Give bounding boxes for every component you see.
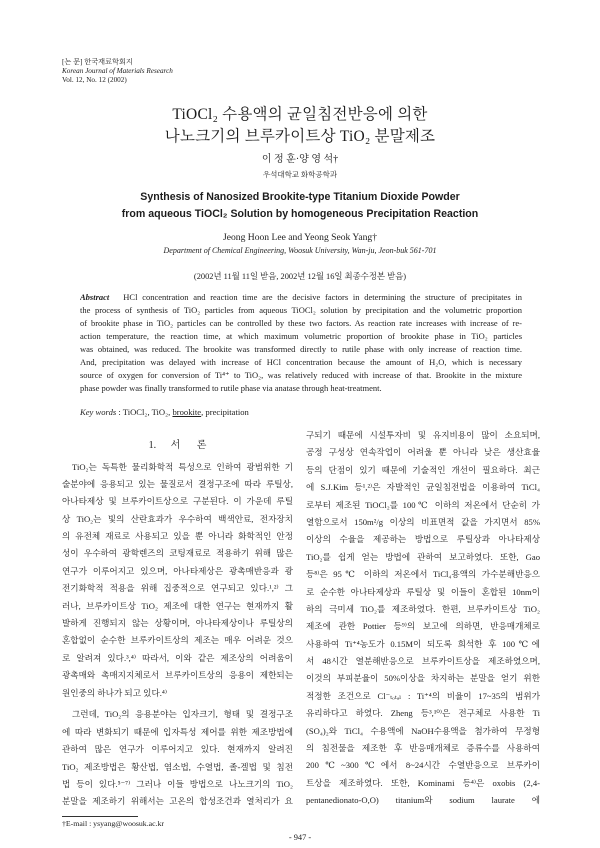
body-line: 공정 구성상 연속작업이 어려울 뿐 아니라 낮은 생산효율 (306, 447, 540, 458)
keywords-colon: : (118, 407, 121, 417)
body-line: 열함으로서 150m²/g 이상의 비표면적 값을 가지면서 85% (306, 516, 540, 527)
abstract-line: action temperature, the reaction time, at which maximum volumetric proportion of brookite phase in TiO₂ particles (80, 331, 522, 341)
section-number: 1. (148, 440, 157, 451)
keyword: TiO₂ (151, 407, 169, 417)
keyword-separator: , (168, 407, 171, 417)
body-line: 전기화학적 적용을 위해 집중적으로 연구되고 있다.¹,²⁾ 그 (62, 583, 293, 594)
body-line: 200℃~300℃에서 8~24시간 수열반응으로 브루카이 (306, 760, 540, 771)
body-line: 로부터 제조된 TiOCl₂를 100℃ 이하의 저온에서 단순히 가 (306, 499, 540, 510)
body-line: 성이 우수하여 광학렌즈의 코팅재료로 적용하기 위해 많은 (62, 548, 293, 559)
title-korean-line: TiOCl₂ 수용액의 균일침전반응에 의한 (172, 106, 428, 123)
body-line: TiO₂는 독특한 물리화학적 특성으로 인하여 광범위한 기 (72, 461, 293, 472)
body-line: 분말을 제조하기 위해서는 고온의 합성조건과 열처리가 요 (62, 796, 293, 807)
title-english-line: Synthesis of Nanosized Brookite-type Titanium Dioxide Powder (140, 191, 460, 203)
body-line: 관하여 많은 연구가 이루어지고 있다. 현재까지 알려진 (62, 744, 293, 755)
body-line: 에 따라 변화되기 때문에 입자특성 제어를 위한 제조방법에 (62, 726, 293, 737)
affiliation-korean: 우석대학교 화학공학과 (262, 170, 338, 179)
journal-category: [논 문] 한국재료학회지 (62, 58, 133, 66)
body-paragraph (62, 706, 293, 810)
body-line: TiO₂ 제조방법은 황산법, 염소법, 수열법, 졸-겔법 및 침전 (62, 761, 293, 772)
body-line: 혼합없이 순수한 브루카이트상의 제조는 매우 어려운 것으 (62, 635, 293, 646)
title-english (0, 189, 600, 223)
title-korean (0, 104, 600, 148)
abstract-line: of brookite phase in TiO₂ particles can be controlled by these two factors. As reaction rate increases with increase of re- (80, 318, 522, 328)
journal-name: Korean Journal of Materials Research (62, 67, 173, 76)
authors-english: Jeong Hoon Lee and Yeong Seok Yang† (222, 232, 378, 243)
title-english-line: from aqueous TiOCl₂ Solution by homogeneous Precipitation Reaction (121, 208, 479, 220)
body-line: 상 TiO₂는 빛의 산란효과가 우수하여 백색안료, 전자장치 (62, 513, 293, 524)
section-title: 서 론 (170, 440, 207, 451)
body-line: 유리하다고 하였다. Zheng 등³,¹⁰⁾은 전구체로 사용한 Ti (306, 708, 540, 719)
body-line: 발하게 진행되지 않는 상황이며, 아나타제상이나 루틸상의 (62, 618, 293, 629)
abstract (80, 291, 522, 395)
body-line: 사용하여 Ti⁺⁴농도가 0.15M이 되도록 희석한 후 100℃에 (306, 638, 540, 649)
body-line: 등⁸⁾은 95℃ 이하의 저온에서 TiCl₄용액의 가수분해반응으 (306, 569, 540, 580)
body-paragraph (306, 427, 540, 810)
body-line: pentanedionato-O,O) titanium와 sodium laurate 에 (306, 795, 540, 806)
received-dates: (2002년 11월 11일 받음, 2002년 12월 16일 최종수정본 받음) (193, 272, 407, 281)
keyword: precipitation (205, 407, 249, 417)
body-line: 술분야에 응용되고 있는 물질로서 결정구조에 따라 루틸상, (62, 478, 293, 489)
keyword-separator: , (201, 407, 204, 417)
affiliation-english: Department of Chemical Engineering, Woosuk University, Wan-ju, Jeon-buk 561-701 (163, 246, 437, 255)
keywords (80, 406, 522, 418)
abstract-line: the process of synthesis of TiO₂ particles from aqueous TiOCl₂ solution by precipitation and the volumetric proportion (80, 305, 522, 315)
abstract-line: And, precipitation was delayed with increase of HCl concentration because the amount of H₂O, which is necessary (80, 357, 522, 367)
body-line: 원인중의 하나가 되고 있다.⁴⁾ (62, 687, 168, 698)
keyword: brookite (172, 407, 202, 417)
body-line: 적정한 조건으로 Cl⁻ₜₒₜₐₗ : Ti⁺⁴의 비율이 17~35의 범위가 (306, 690, 540, 701)
keyword: TiOCl₂ (122, 407, 148, 417)
body-line: 의 유전체 재료로 사용되고 있을 뿐 아니라 화학적인 안정 (62, 531, 293, 542)
body-line: 이것의 부피분율이 50%이상을 차지하는 분말을 얻기 위한 (306, 673, 540, 684)
keyword-separator: , (147, 407, 150, 417)
body-line: 그런데, TiO₂의 응용분야는 입자크기, 형태 및 결정구조 (72, 709, 293, 720)
abstract-line: was obtained, was reduced. The brookite was transformed directly to rutile phase with only increase of reaction time. (80, 344, 522, 354)
title-korean-line: 나노크기의 브루카이트상 TiO₂ 분말제조 (164, 128, 436, 145)
page-number: - 947 - (288, 833, 312, 842)
body-line: 연구가 이루어지고 있으며, 아나타제상은 광촉매반응과 광 (62, 565, 293, 576)
body-line: 의 침전물을 제조한 후 반응매개체로 증류수를 사용하여 (306, 743, 540, 754)
body-line: 로 알려져 있다.³,⁴⁾ 따라서, 이와 같은 제조상의 어려움이 (62, 652, 293, 663)
footnote-email: †E-mail : ysyang@woosuk.ac.kr (62, 819, 165, 828)
body-line: 하의 극미세 TiO₂를 제조하였다. 한편, 브루카이트상 TiO₂ (306, 603, 540, 614)
body-line: 구되기 때문에 시설투자비 및 유지비용이 많이 소요되며, (306, 430, 540, 440)
body-line: 트상을 제조하였다. 또한, Kominami 등⁴⁾은 oxobis (2,4- (306, 777, 540, 788)
abstract-text: HCl concentration and reaction time are the decisive factors in determining the structure of precipitates in (123, 292, 522, 302)
abstract-line: source of oxygen for conversion of Ti⁴⁺ to TiO₂, was relatively reduced with increase of that. Brookite in the mixture (80, 370, 522, 380)
body-line: 서 48시간 열분해반응으로 브루카이트상을 제조하였으며, (306, 656, 540, 667)
abstract-label: Abstract (80, 292, 110, 302)
footnote-divider (62, 816, 138, 817)
journal-header (62, 58, 282, 86)
body-line: 광촉매와 촉매지지체로서 브루카이트상의 응용이 제한되는 (62, 670, 293, 681)
keywords-label: Key words (80, 407, 117, 417)
body-line: 법 등이 있다.⁵⁻⁷⁾ 그러나 이들 방법으로 나노크기의 TiO₂ (62, 778, 293, 789)
abstract-line (80, 291, 522, 304)
body-line: TiO₂를 쉽게 얻는 방법에 관하여 보고하였다. 또한, Gao (306, 551, 540, 562)
section-heading (62, 439, 293, 453)
body-line: 이상의 수율을 제공하는 방법으로 루틸상과 아나타제상 (306, 534, 540, 545)
journal-issue: Vol. 12, No. 12 (2002) (62, 76, 127, 85)
authors-korean: 이 정 훈·양 영 석† (261, 154, 339, 165)
abstract-line: phase powder was finally transformed to rutile phase via anatase through heat-treatment. (80, 383, 382, 393)
body-line: 로 순수한 아나타제상과 루틸상 및 이들이 혼합된 10nm이 (306, 586, 540, 597)
body-line: (SO₄)₂와 TiCl₄ 수용액에 NaOH수용액을 첨가하여 무정형 (306, 725, 540, 736)
body-line: 제조에 관한 Pottier 등⁹⁾의 보고에 의하면, 반응매개체로 (306, 621, 540, 632)
body-paragraph (62, 459, 293, 702)
body-line: 아나타제상 및 브루카이트상으로 구분된다. 이 가운데 루틸 (62, 496, 293, 507)
body-line: 러나, 브루카이트상 TiO₂ 제조에 대한 연구는 현재까지 활 (62, 600, 293, 611)
body-line: 등의 단점이 있기 때문에 기술적인 개선이 필요하다. 최근 (306, 464, 540, 475)
body-line: 에 S.J.Kim 등¹,²⁾은 자발적인 균일침전법을 이용하여 TiCl₄ (306, 482, 540, 493)
